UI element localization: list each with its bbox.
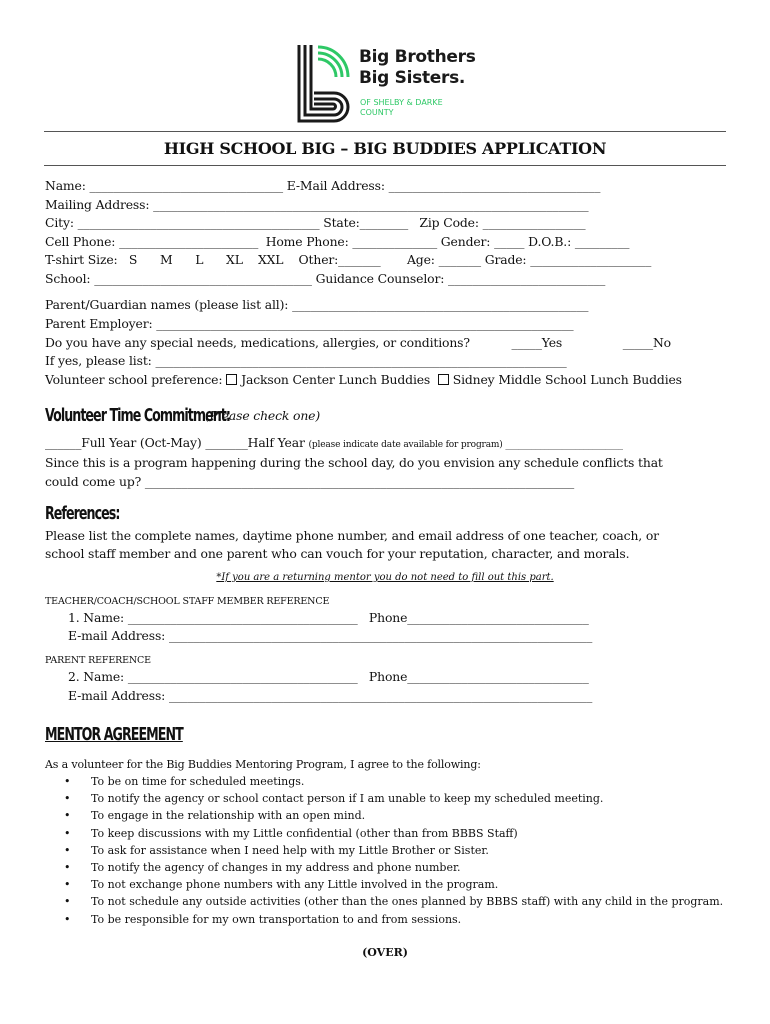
special-needs-question[interactable]: Do you have any special needs, medications, allergies, or conditions? _____Yes _____No (45, 335, 671, 350)
references-desc-1: Please list the complete names, daytime phone number, and email address of one teacher, coach, or (45, 528, 659, 543)
title-rule (44, 165, 726, 166)
references-heading (45, 503, 119, 524)
time-commitment-heading (45, 405, 230, 426)
bbbs-logo-icon (296, 44, 354, 124)
over-label: (OVER) (362, 946, 408, 959)
list-item: • To notify the agency or school contact person if I am unable to keep my scheduled meeting. (64, 790, 728, 807)
logo-line1: Big Brothers (359, 47, 476, 67)
list-item: • To not exchange phone numbers with any Little involved in the program. (64, 876, 728, 893)
list-item: • To keep discussions with my Little confidential (other than from BBBS Staff) (64, 825, 728, 842)
schedule-conflict-field[interactable]: could come up? _______________________________________________________________________ (45, 474, 575, 489)
parent-email-field[interactable]: E-mail Address: ______________________________________________________________________ (68, 688, 593, 703)
list-item: • To be responsible for my own transportation to and from sessions. (64, 911, 728, 928)
parent-reference-label: PARENT REFERENCE (45, 655, 151, 666)
top-rule (44, 131, 726, 132)
sidney-middle-checkbox[interactable] (438, 374, 449, 385)
page-title: HIGH SCHOOL BIG – BIG BUDDIES APPLICATION (163, 139, 607, 158)
tshirt-age-grade-field[interactable]: T-shirt Size: S M L XL XXL Other:_______ Age: _______ Grade: ____________________ (45, 252, 652, 267)
teacher-reference-label: TEACHER/COACH/SCHOOL STAFF MEMBER REFERENCE (45, 596, 330, 607)
list-item: • To be on time for scheduled meetings. (64, 773, 728, 790)
returning-mentor-note: *If you are a returning mentor you do not need to fill out this part. (216, 572, 554, 583)
half-year-date-note: (please indicate date available for program) ___________________________ (308, 440, 623, 450)
volunteer-pref-label: Volunteer school preference: (45, 372, 227, 387)
schedule-conflict-question: Since this is a program happening during the school day, do you envision any schedule conflicts that (45, 455, 663, 470)
references-title: References: (45, 503, 120, 524)
teacher-name-phone-field[interactable]: 1. Name: ______________________________________ Phone______________________________ (68, 610, 589, 625)
school-counselor-field[interactable]: School: ____________________________________ Guidance Counselor: __________________________ (45, 271, 606, 286)
sidney-middle-label: Sidney Middle School Lunch Buddies (452, 372, 682, 387)
full-half-year-field[interactable] (45, 435, 623, 453)
logo-line2: Big Sisters. (359, 68, 466, 88)
time-commitment-title: Volunteer Time Commitment: (45, 405, 231, 426)
jackson-center-checkbox[interactable] (226, 374, 237, 385)
agreement-list (64, 773, 728, 928)
list-item: • To not schedule any outside activities (other than the ones planned by BBBS staff) with any child in the program. (64, 893, 728, 910)
list-item: • To engage in the relationship with an open mind. (64, 807, 728, 824)
logo-line3: OF SHELBY & DARKE (360, 98, 443, 107)
parent-name-phone-field[interactable]: 2. Name: ______________________________________ Phone______________________________ (68, 669, 589, 684)
parent-names-field[interactable]: Parent/Guardian names (please list all): _________________________________________________ (45, 297, 589, 312)
city-state-zip-field[interactable]: City: ________________________________________ State:________ Zip Code: _________________ (45, 215, 586, 230)
parent-employer-field[interactable]: Parent Employer: _____________________________________________________________________ (45, 316, 574, 331)
time-commitment-note: (Please check one) (205, 408, 321, 423)
volunteer-school-preference (45, 372, 682, 388)
name-email-field[interactable]: Name: ________________________________ E-Mail Address: ___________________________________ (45, 178, 601, 193)
agreement-intro: As a volunteer for the Big Buddies Mentoring Program, I agree to the following: (45, 758, 481, 771)
references-desc-2: school staff member and one parent who can vouch for your reputation, character, and morals. (45, 546, 630, 561)
teacher-email-field[interactable]: E-mail Address: ______________________________________________________________________ (68, 628, 593, 643)
phone-gender-dob-field[interactable]: Cell Phone: _______________________ Home Phone: ______________ Gender: _____ D.O.B.: _________ (45, 234, 630, 249)
mailing-address-field[interactable]: Mailing Address: ________________________________________________________________________ (45, 197, 589, 212)
mentor-agreement-heading: MENTOR AGREEMENT (45, 724, 183, 745)
logo-line4: COUNTY (360, 108, 394, 117)
list-item: • To notify the agency of changes in my address and phone number. (64, 859, 728, 876)
jackson-center-label: Jackson Center Lunch Buddies (241, 372, 431, 387)
bbbs-logo (296, 44, 476, 124)
list-item: • To ask for assistance when I need help with my Little Brother or Sister. (64, 842, 728, 859)
special-needs-list-field[interactable]: If yes, please list: ____________________________________________________________________ (45, 353, 567, 368)
full-half-year-text: ______Full Year (Oct-May) _______Half Year (45, 435, 309, 450)
